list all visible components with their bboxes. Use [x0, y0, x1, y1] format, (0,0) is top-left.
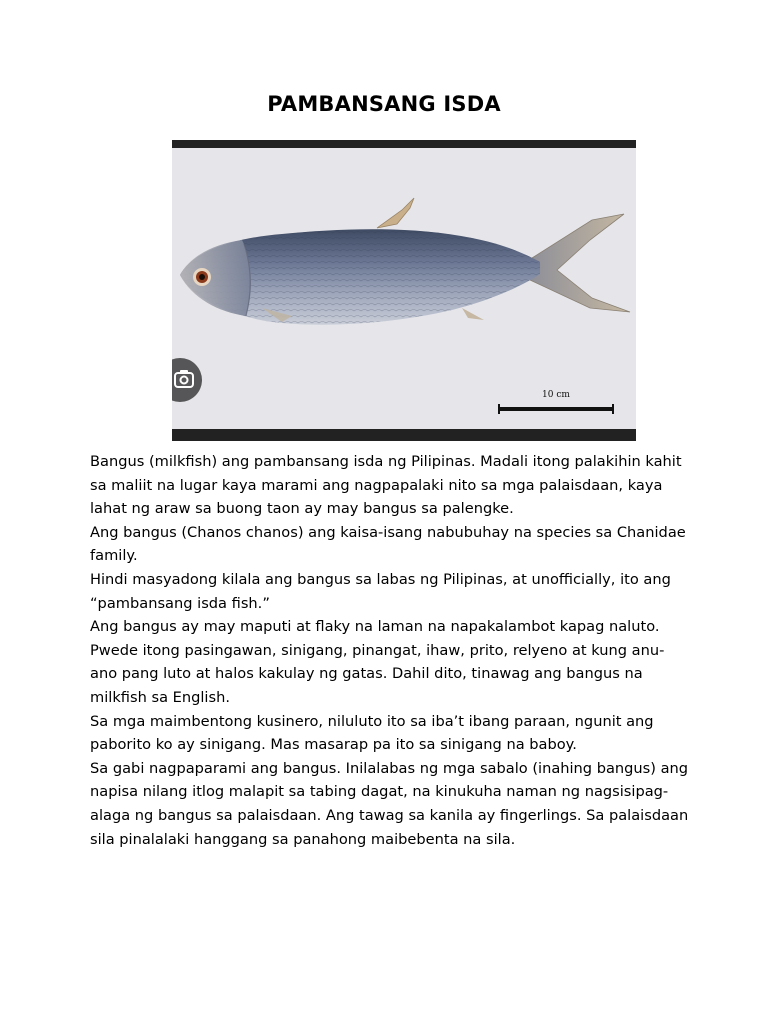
paragraph: Bangus (milkfish) ang pambansang isda ng Pilipinas. Madali itong palakihin kahit sa maliit na lugar kaya marami ang nagpapalaki nito sa mga palaisdaan, kaya lahat ng araw sa buong taon ay may bangus sa palengke. — [90, 453, 682, 518]
body-text — [90, 450, 690, 851]
scale-label: 10 cm — [542, 390, 570, 400]
paragraph: Sa gabi nagpaparami ang bangus. Inilalabas ng mga sabalo (inahing bangus) ang napisa nilang itlog malapit sa tabing dagat, na kinukuha naman ng nagsisipag-alaga ng bangus sa palaisdaan. Ang tawag sa kanila ay fingerlings. Sa palaisdaan sila pinalalaki hanggang sa panahong maibebenta na sila. — [90, 759, 689, 848]
scale-line — [498, 407, 614, 411]
photo-bottom-border — [172, 429, 636, 441]
paragraph: Ang bangus ay may maputi at flaky na laman na napakalambot kapag naluto. Pwede itong pasingawan, sinigang, pinangat, ihaw, prito, relyeno at kung anu-ano pang luto at halos kakulay ng gatas. Dahil dito, tinawag ang bangus na milkfish sa English. — [90, 618, 665, 706]
paragraph: Ang bangus (Chanos chanos) ang kaisa-isang nabubuhay na species sa Chanidae family. — [90, 523, 686, 565]
milkfish-photo — [172, 140, 636, 441]
paragraph: Hindi masyadong kilala ang bangus sa labas ng Pilipinas, at unofficially, ito ang “pambansang isda fish.” — [90, 570, 671, 612]
scale-bar — [498, 390, 614, 420]
page-title: PAMBANSANG ISDA — [267, 92, 501, 116]
camera-search-icon[interactable] — [172, 358, 202, 402]
paragraph: Sa mga maimbentong kusinero, niluluto ito sa iba’t ibang paraan, ngunit ang paborito ko ay sinigang. Mas masarap pa ito sa sinigang na baboy. — [90, 712, 654, 754]
